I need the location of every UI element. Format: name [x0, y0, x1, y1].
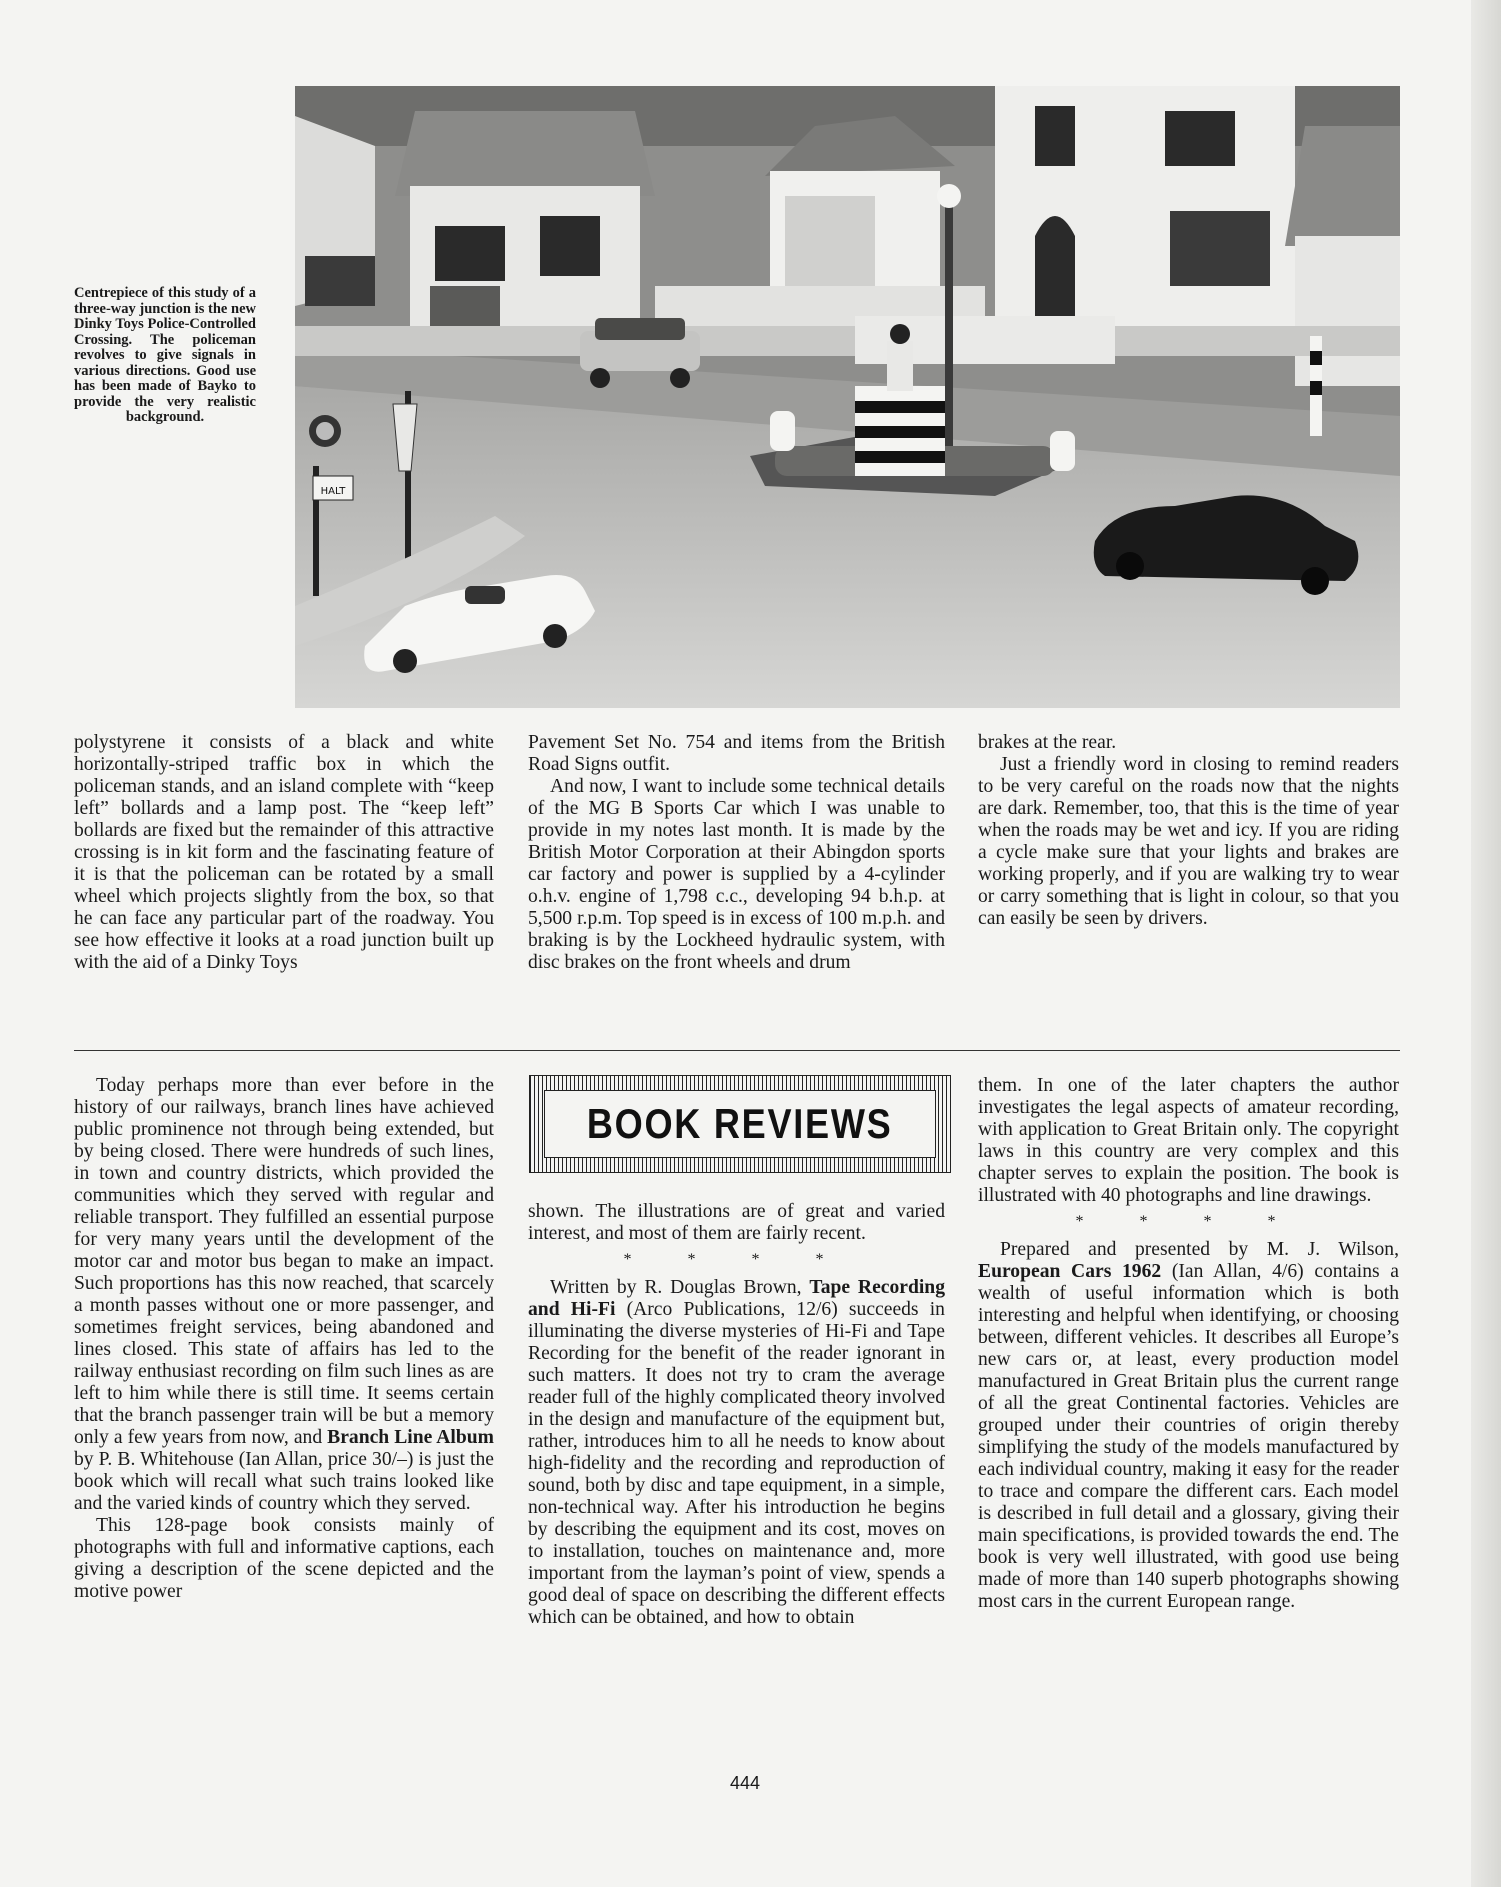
photo-road-junction: [295, 86, 1400, 708]
review-col2-text-b: (Arco Publications, 12/6) succeeds in illuminating the diverse mysteries of Hi-Fi and Tape Recording for the benefit of the reader ignorant in such matters. It does not try to cram the average reader full of the highly complicated theory involved in the design and manufacture of the equipment but, rather, introduces him to all he needs to know about high-fidelity and the recording and reproduction of sound, both by disc and tape equipment, in a simple, non-technical way. After his introduction he begins by describing the equipment and its cost, moves on to installation, touches on maintenance and, more important from the layman’s point of view, spends a good deal of space on describing the different effects which can be obtained, and how to obtain: [528, 1299, 945, 1628]
book-title-branch-line-album: Branch Line Album: [327, 1427, 494, 1448]
section-stars: * * * *: [1075, 1213, 1302, 1230]
review-col3-text-b: (Ian Allan, 4/6) contains a wealth of useful information which is both interesting and helpful when identifying, or choosing between, different vehicles. It describes all Europe’s new cars or, at least, every production model manufactured in Great Britain plus the current range of all the great Continental factories. Vehicles are grouped under their countries of origin thereby simplifying the study of the models manufactured by each individual country, making it easy for the reader to trace and compare the different cars. Each model is described in full detail and a glossary, giving their main specifications, is provided towards the end. The book is very well illustrated, with good use being made of more than 140 superb photographs showing most cars in the current European range.: [978, 1261, 1399, 1612]
book-reviews-banner-inner: [544, 1090, 936, 1158]
top-col3-paragraph-1: brakes at the rear.: [978, 732, 1117, 753]
review-col2-paragraph-1: shown. The illustrations are of great and varied interest, and most of them are fairly recent.: [528, 1201, 945, 1244]
top-col1-paragraph: polystyrene it consists of a black and white horizontally-striped traffic box in which the policeman stands, and an island complete with “keep left” bollards and a lamp post. The “keep left” bollards are fixed but the remainder of this attractive crossing is in kit form and the fascinating feature of it is that the policeman can be rotated by a small wheel which projects slightly from the box, so that he can face any particular part of the roadway. You see how effective it looks at a road junction built up with the aid of a Dinky Toys: [74, 732, 494, 973]
halt-sign-text: HALT: [320, 486, 346, 497]
review-col1-text-b: by P. B. Whitehouse (Ian Allan, price 30/–) is just the book which will recall what such trains looked like and the varied kinds of country which they served.: [74, 1449, 494, 1514]
top-col3-paragraph-2: Just a friendly word in closing to remind readers to be very careful on the roads now that the nights are dark. Remember, too, that this is the time of year when the roads may be wet and icy. If you are riding a cycle make sure that your lights and brakes are working properly, and if you are walking try to wear or carry something that is light in colour, so that you can easily be seen by drivers.: [978, 754, 1399, 929]
photo-caption: Centrepiece of this study of a three-way junction is the new Dinky Toys Police-Controlled Crossing. The policeman revolves to give signals in various directions. Good use has been made of Bayko to provide the very realistic background.: [74, 285, 256, 425]
review-column-3: [978, 1075, 1399, 1613]
top-col2-paragraph-1: Pavement Set No. 754 and items from the British Road Signs outfit.: [528, 732, 945, 775]
section-stars: * * * *: [623, 1251, 850, 1268]
section-divider: [74, 1050, 1400, 1051]
review-column-2: [528, 1201, 945, 1629]
top-column-1: [74, 732, 494, 974]
top-column-2: [528, 732, 945, 974]
page-edge-shadow: [1471, 0, 1501, 1887]
review-col3-paragraph-1: them. In one of the later chapters the author investigates the legal aspects of amateur recording, with application to Great Britain only. The copyright laws in this country are very complex and this chapter serves to explain the position. The book is illustrated with 40 photographs and line drawings.: [978, 1075, 1399, 1206]
book-title-european-cars: European Cars 1962: [978, 1261, 1162, 1282]
review-col1-paragraph-2: This 128-page book consists mainly of photographs with full and informative captions, each giving a description of the scene depicted and the motive power: [74, 1515, 494, 1602]
review-col3-text-a: Prepared and presented by M. J. Wilson,: [1000, 1239, 1399, 1260]
book-reviews-banner: [529, 1075, 951, 1173]
book-title-tape-recording: Tape Recording and Hi-Fi: [528, 1277, 946, 1320]
review-column-1: [74, 1075, 494, 1603]
book-reviews-heading: BOOK REVIEWS: [587, 1100, 893, 1147]
top-col2-paragraph-2: And now, I want to include some technical details of the MG B Sports Car which I was unable to provide in my notes last month. It is made by the British Motor Corporation at their Abingdon sports car factory and power is supplied by a 4-cylinder o.h.v. engine of 1,798 c.c., developing 94 b.h.p. at 5,500 r.p.m. Top speed is in excess of 100 m.p.h. and braking is by the Lockheed hydraulic system, with disc brakes on the front wheels and drum: [528, 776, 945, 973]
review-col1-text-a: Today perhaps more than ever before in the history of our railways, branch lines have achieved public prominence not through being extended, but by being closed. There were hundreds of such lines, in town and country districts, which provided the communities which they served with regular and reliable transport. They fulfilled an essential purpose for very many years until the development of the motor car and motor bus began to make an impact. Such proportions has this now reached, that scarcely a month passes without one or more passenger, and sometimes freight services, being abandoned and lines closed. This state of affairs has led to the railway enthusiast recording on film such lines as are left to him while there is still time. It seems certain that the branch passenger train will be but a memory only a few years from now, and: [74, 1075, 494, 1448]
top-column-3: [978, 732, 1399, 930]
review-col2-text-a: Written by R. Douglas Brown,: [550, 1277, 810, 1298]
page-number: 444: [729, 1773, 761, 1793]
